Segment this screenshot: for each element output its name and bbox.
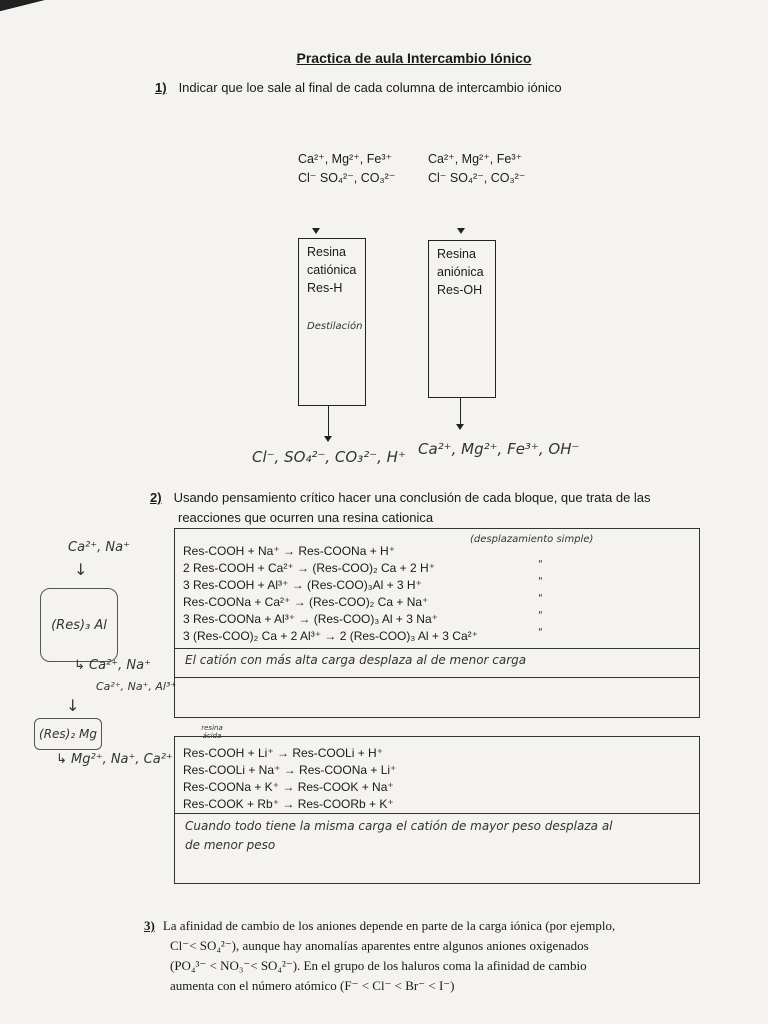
sidenote-ions-4: ↳ Mg²⁺, Na⁺, Ca²⁺: [56, 752, 173, 767]
block-1-reaction-3: 3 Res-COOH + Al³⁺ → (Res-COO)₃Al + 3 H⁺: [183, 578, 422, 592]
block-2-reactions: [175, 737, 699, 813]
column-1-cations: Ca²⁺, Mg²⁺, Fe³⁺: [298, 152, 393, 166]
block-1-annotation: (desplazamiento simple): [470, 534, 594, 545]
block-1-reaction-5: 3 Res-COONa + Al³⁺ → (Res-COO)₃ Al + 3 Na⁺: [183, 612, 438, 626]
question-3-line-3: (PO₄³⁻ < NO₃⁻< SO₄²⁻). En el grupo de los haluros coma la afinidad de cambio: [170, 958, 587, 973]
question-2-number: 2): [150, 490, 162, 505]
block-2-conclusion-line-1: Cuando todo tiene la misma carga el catión de mayor peso desplaza al: [185, 819, 613, 833]
column-1-label-line-1: Resina: [307, 245, 346, 259]
column-1-note: Destilación: [307, 321, 363, 332]
block-2-reaction-4: Res-COOK + Rb⁺ → Res-COORb + K⁺: [183, 797, 394, 811]
block-2-reaction-1: Res-COOH + Li⁺ → Res-COOLi + H⁺: [183, 746, 384, 760]
column-2-label-line-3: Res-OH: [437, 283, 483, 297]
column-2-label-line-1: Resina: [437, 247, 476, 261]
question-3-number: 3): [144, 918, 155, 933]
block-2-conclusion-line-2: de menor peso: [185, 838, 276, 852]
column-2-output-arrow: [456, 424, 464, 430]
column-1-output-line: [328, 406, 329, 438]
question-3-line-1: La afinidad de cambio de los aniones depende en parte de la carga iónica (por ejemplo,: [162, 918, 616, 933]
block-1-ditto-marks: " " " " ": [538, 559, 543, 638]
reaction-block-2: [174, 736, 700, 884]
block-2-tag: resina ácida: [201, 724, 223, 740]
column-1-output: Cl⁻, SO₄²⁻, CO₃²⁻, H⁺: [252, 448, 406, 466]
question-1-number: 1): [155, 80, 167, 95]
column-2-anions: Cl⁻ SO₄²⁻, CO₃²⁻: [428, 171, 526, 185]
block-1-conclusion: El catión con más alta carga desplaza al de menor carga: [185, 653, 527, 667]
column-2-output: Ca²⁺, Mg²⁺, Fe³⁺, OH⁻: [418, 440, 580, 458]
sidenote-top-ions: Ca²⁺, Na⁺: [68, 540, 130, 555]
block-2-reaction-3: Res-COONa + K⁺ → Res-COOK + Na⁺: [183, 780, 394, 794]
question-2-text-line-1: Usando pensamiento crítico hacer una conclusión de cada bloque, que trata de las: [173, 490, 651, 505]
cation-resin-column: [298, 238, 366, 406]
sidenote-ions-2: ↳ Ca²⁺, Na⁺: [74, 658, 151, 673]
column-1-input-arrow: [312, 228, 320, 234]
sidenote-arrow-1: ↓: [74, 560, 88, 579]
question-3: [144, 916, 734, 996]
column-1-input-ions: [298, 150, 395, 188]
sidenote-ions-3: Ca²⁺, Na⁺, Al³⁺: [96, 680, 177, 693]
block-1-reaction-4: Res-COONa + Ca²⁺ → (Res-COO)₂ Ca + Na⁺: [183, 595, 429, 609]
sidenote-box-2: (Res)₂ Mg: [34, 718, 102, 750]
sidenote-box-1: (Res)₃ Al: [40, 588, 118, 662]
column-2-cations: Ca²⁺, Mg²⁺, Fe³⁺: [428, 152, 523, 166]
reaction-block-1: [174, 528, 700, 718]
block-1-reaction-1: Res-COOH + Na⁺ → Res-COONa + H⁺: [183, 544, 396, 558]
column-2-output-line: [460, 398, 461, 426]
block-1-reaction-6: 3 (Res-COO)₂ Ca + 2 Al³⁺ → 2 (Res-COO)₃ Al + 3 Ca²⁺: [183, 629, 478, 643]
column-1-label-line-3: Res-H: [307, 281, 343, 295]
block-2-reaction-2: Res-COOLi + Na⁺ → Res-COONa + Li⁺: [183, 763, 397, 777]
column-2-input-ions: [428, 150, 525, 188]
block-2-conclusion: [175, 814, 699, 858]
question-1: [155, 80, 562, 95]
corner-mark: [0, 0, 51, 13]
question-1-text: Indicar que loe sale al final de cada columna de intercambio iónico: [178, 80, 562, 95]
block-1-answer-rule: [175, 677, 699, 678]
sidenote-arrow-2: ↓: [66, 696, 80, 715]
column-1-label-line-2: catiónica: [307, 263, 357, 277]
question-2: [150, 488, 651, 528]
column-1-output-arrow: [324, 436, 332, 442]
anion-resin-column: [428, 240, 496, 398]
question-3-line-4: aumenta con el número atómico (F⁻ < Cl⁻ < Br⁻ < I⁻): [170, 978, 455, 993]
column-2-label-line-2: aniónica: [437, 265, 484, 279]
page-title: Practica de aula Intercambio Iónico: [296, 50, 532, 66]
column-2-input-arrow: [457, 228, 465, 234]
block-1-reactions: [175, 529, 699, 645]
question-2-text-line-2: reacciones que ocurren una resina cationica: [178, 510, 434, 525]
question-3-line-2: Cl⁻< SO₄²⁻), aunque hay anomalías aparentes entre algunos aniones oxigenados: [170, 938, 589, 953]
block-1-reaction-2: 2 Res-COOH + Ca²⁺ → (Res-COO)₂ Ca + 2 H⁺: [183, 561, 436, 575]
column-1-anions: Cl⁻ SO₄²⁻, CO₃²⁻: [298, 171, 396, 185]
